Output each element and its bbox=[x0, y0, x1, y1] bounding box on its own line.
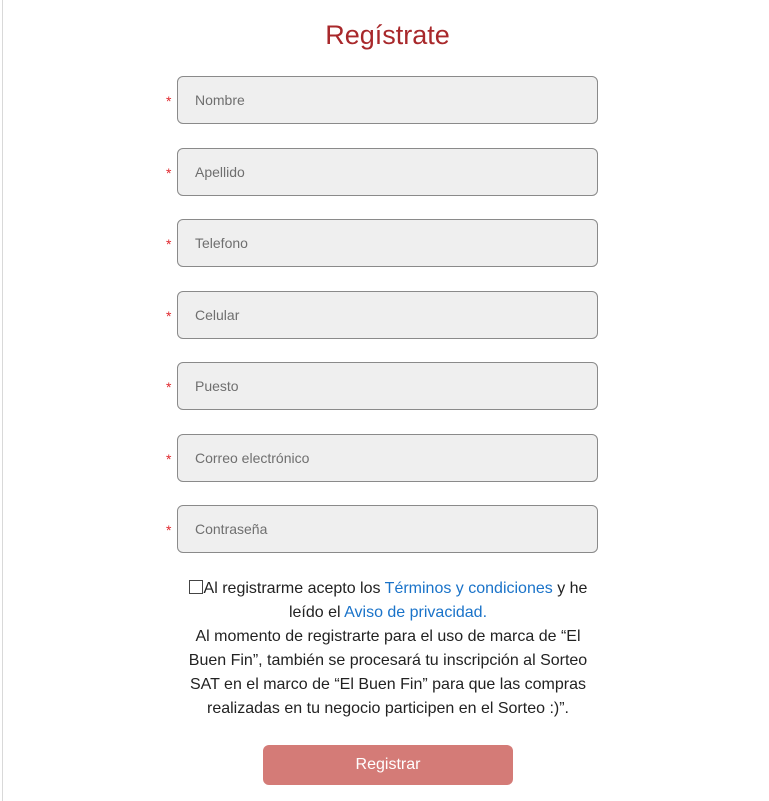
terms-and-conditions-link[interactable]: Términos y condiciones bbox=[384, 580, 553, 597]
field-row-contrasena bbox=[166, 505, 598, 553]
field-row-telefono bbox=[166, 219, 598, 267]
privacy-notice-link[interactable]: Aviso de privacidad. bbox=[344, 604, 488, 621]
register-button[interactable]: Registrar bbox=[263, 745, 513, 785]
required-marker: * bbox=[166, 308, 172, 324]
field-row-celular bbox=[166, 291, 598, 339]
celular-field[interactable] bbox=[177, 291, 598, 339]
email-field[interactable] bbox=[177, 434, 598, 482]
puesto-field[interactable] bbox=[177, 362, 598, 410]
page-left-border bbox=[2, 0, 3, 801]
field-row-nombre bbox=[166, 76, 598, 124]
password-field[interactable] bbox=[177, 505, 598, 553]
terms-checkbox[interactable] bbox=[189, 580, 203, 594]
field-row-puesto bbox=[166, 362, 598, 410]
field-row-apellido bbox=[166, 148, 598, 196]
terms-prefix-text: Al registrarme acepto los bbox=[203, 580, 385, 597]
required-marker: * bbox=[166, 93, 172, 109]
page-title: Regístrate bbox=[325, 20, 450, 50]
required-marker: * bbox=[166, 165, 172, 181]
required-marker: * bbox=[166, 451, 172, 467]
field-row-correo bbox=[166, 434, 598, 482]
terms-acceptance bbox=[182, 577, 594, 625]
terms-block bbox=[182, 577, 594, 721]
required-marker: * bbox=[166, 379, 172, 395]
terms-middle-text: y he leído el bbox=[288, 580, 588, 621]
required-marker: * bbox=[166, 236, 172, 252]
nombre-field[interactable] bbox=[177, 76, 598, 124]
telefono-field[interactable] bbox=[177, 219, 598, 267]
sorteo-notice: Al momento de registrarte para el uso de marca de “El Buen Fin”, también se procesará tu inscripción al Sorteo SAT en el marco de “El Buen Fin” para que las compras realizadas en tu negocio participen en el Sorteo :)”. bbox=[188, 628, 588, 717]
apellido-field[interactable] bbox=[177, 148, 598, 196]
required-marker: * bbox=[166, 522, 172, 538]
